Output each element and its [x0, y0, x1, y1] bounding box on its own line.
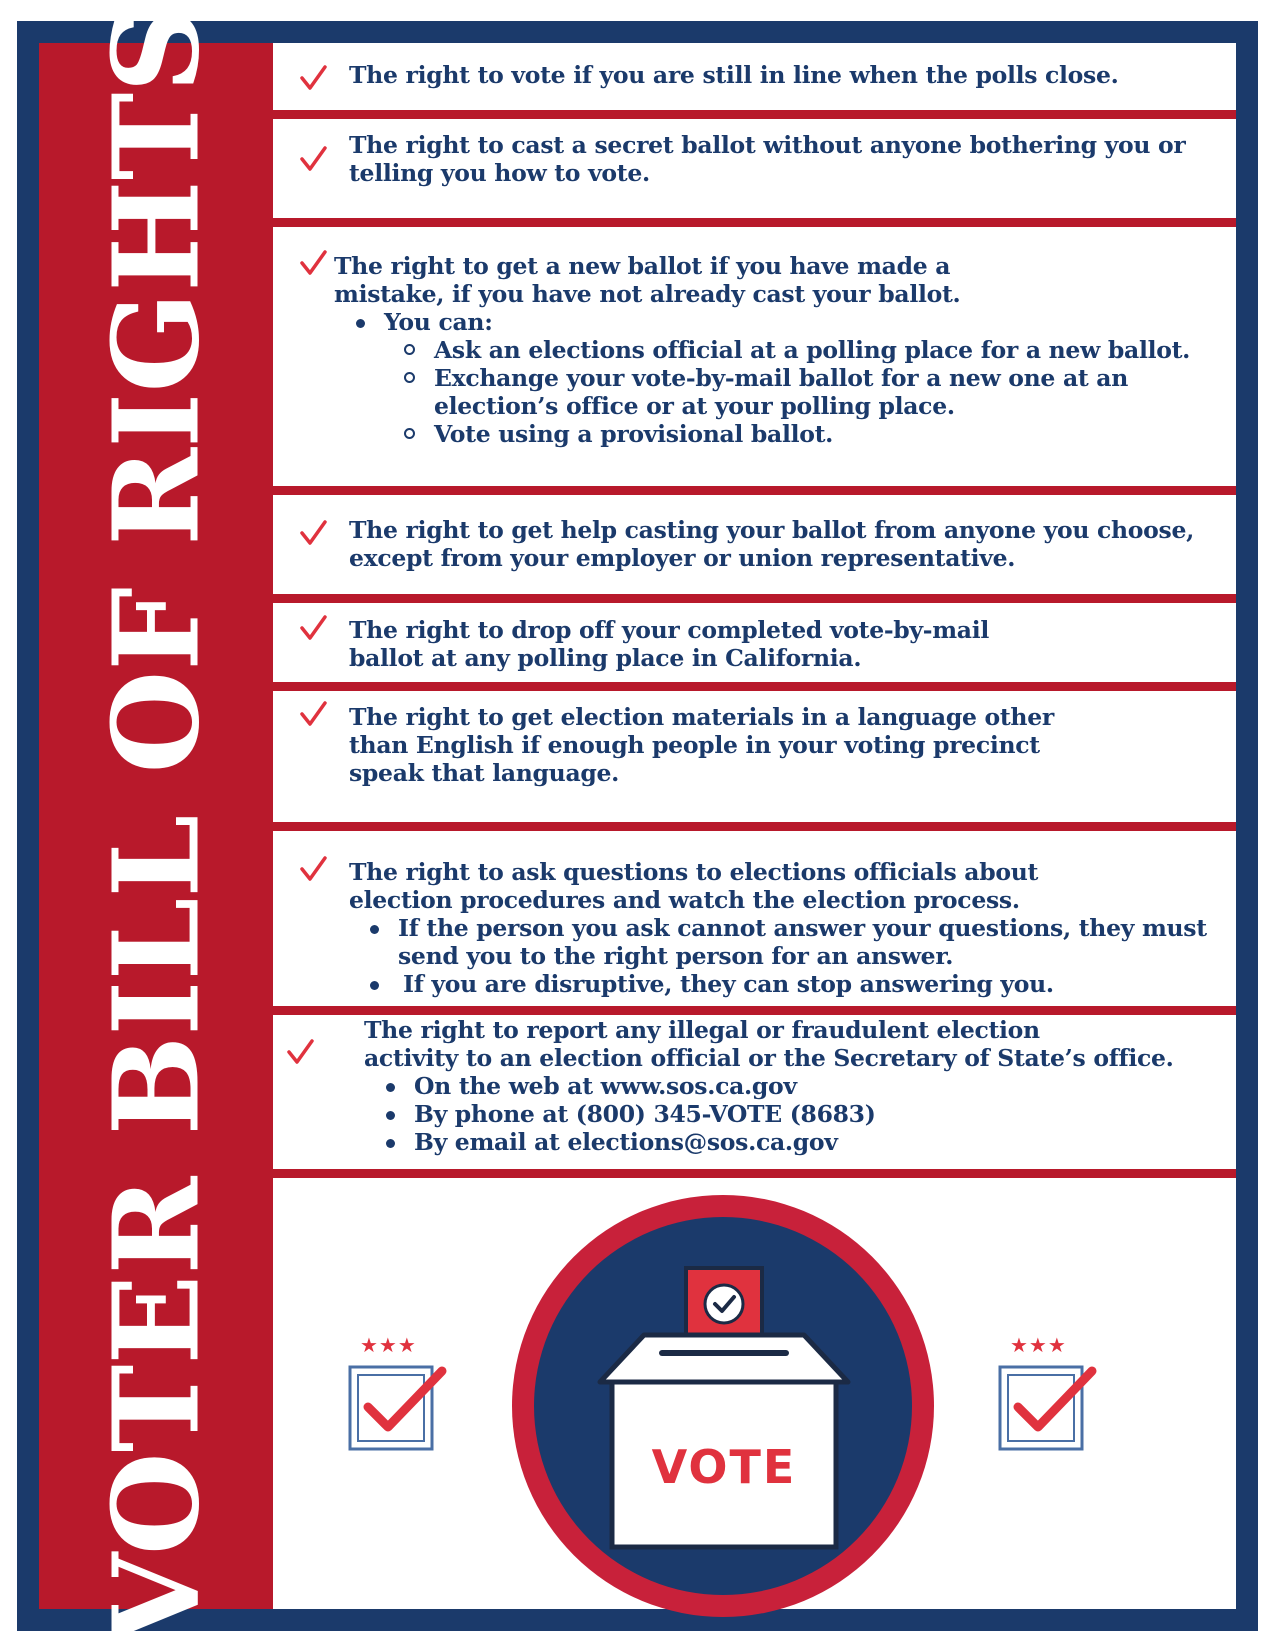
bullet-text: If the person you ask cannot answer your questions, they must — [398, 914, 1207, 942]
divider — [273, 110, 1236, 119]
right-text-line: The right to get election materials in a language other — [349, 703, 1054, 731]
right-text-line: The right to ask questions to elections officials about — [349, 858, 1039, 886]
bullet-dot — [370, 925, 379, 934]
divider — [273, 1006, 1236, 1015]
sub-bullet-text: Vote using a provisional ballot. — [434, 420, 834, 448]
sub-bullet-text: Ask an elections official at a polling place for a new ballot. — [434, 336, 1191, 364]
stars-icon: ★★★ — [360, 1333, 417, 1357]
checkmark-icon — [299, 700, 327, 728]
hollow-circle — [404, 372, 415, 383]
divider — [273, 218, 1236, 227]
bullet-dot — [356, 319, 365, 328]
divider — [273, 594, 1236, 603]
hollow-circle — [404, 344, 415, 355]
right-text-line: The right to drop off your completed vote-by-mail — [349, 616, 989, 644]
bullet-dot — [370, 981, 379, 990]
bullet-text: You can: — [384, 308, 493, 336]
right-text-line: speak that language. — [349, 759, 620, 787]
right-text-line: The right to get a new ballot if you have made a — [334, 252, 951, 280]
right-text-line: than English if enough people in your voting precinct — [349, 731, 1040, 759]
checkmark-icon — [299, 249, 327, 277]
right-text-line: activity to an election official or the Secretary of State’s office. — [364, 1044, 1174, 1072]
page-title: VOTER BILL OF RIGHTS — [86, 7, 226, 1645]
right-text-line: The right to cast a secret ballot without anyone bothering you or — [349, 131, 1186, 159]
checkmark-icon — [299, 855, 327, 883]
stars-icon: ★★★ — [1010, 1333, 1067, 1357]
bullet-text: By email at elections@sos.ca.gov — [414, 1128, 838, 1156]
ballot-box-illustration — [512, 1195, 934, 1617]
bullet-text: On the web at www.sos.ca.gov — [414, 1072, 797, 1100]
hollow-circle — [404, 428, 415, 439]
checkbox-check-icon — [346, 1335, 456, 1455]
divider — [273, 822, 1236, 831]
bullet-dot — [386, 1111, 395, 1120]
checkmark-icon — [299, 614, 327, 642]
bullet-dot — [386, 1083, 395, 1092]
checkmark-icon — [299, 519, 327, 547]
checkmark-icon — [299, 145, 327, 173]
divider — [273, 682, 1236, 691]
right-text-line: ballot at any polling place in California. — [349, 644, 862, 672]
bullet-text: If you are disruptive, they can stop answering you. — [403, 970, 1054, 998]
right-text-line: election procedures and watch the election process. — [349, 886, 1020, 914]
right-text-line: The right to vote if you are still in line when the polls close. — [349, 61, 1119, 89]
right-text-line: mistake, if you have not already cast your ballot. — [334, 280, 961, 308]
sub-bullet-text: Exchange your vote-by-mail ballot for a new one at an — [434, 364, 1129, 392]
divider — [273, 1169, 1236, 1178]
bullet-dot — [386, 1139, 395, 1148]
vote-label: VOTE — [651, 1440, 797, 1494]
checkmark-icon — [286, 1038, 314, 1066]
sub-bullet-text: election’s office or at your polling place. — [434, 392, 955, 420]
checkmark-icon — [299, 64, 327, 92]
bullet-text: By phone at (800) 345-VOTE (8683) — [414, 1100, 876, 1128]
right-text-line: except from your employer or union representative. — [349, 544, 1016, 572]
right-text-line: telling you how to vote. — [349, 159, 650, 187]
right-text-line: The right to report any illegal or fraudulent election — [364, 1016, 1040, 1044]
bullet-text: send you to the right person for an answer. — [398, 942, 954, 970]
divider — [273, 486, 1236, 495]
checkbox-check-icon — [996, 1335, 1106, 1455]
right-text-line: The right to get help casting your ballot from anyone you choose, — [349, 516, 1194, 544]
